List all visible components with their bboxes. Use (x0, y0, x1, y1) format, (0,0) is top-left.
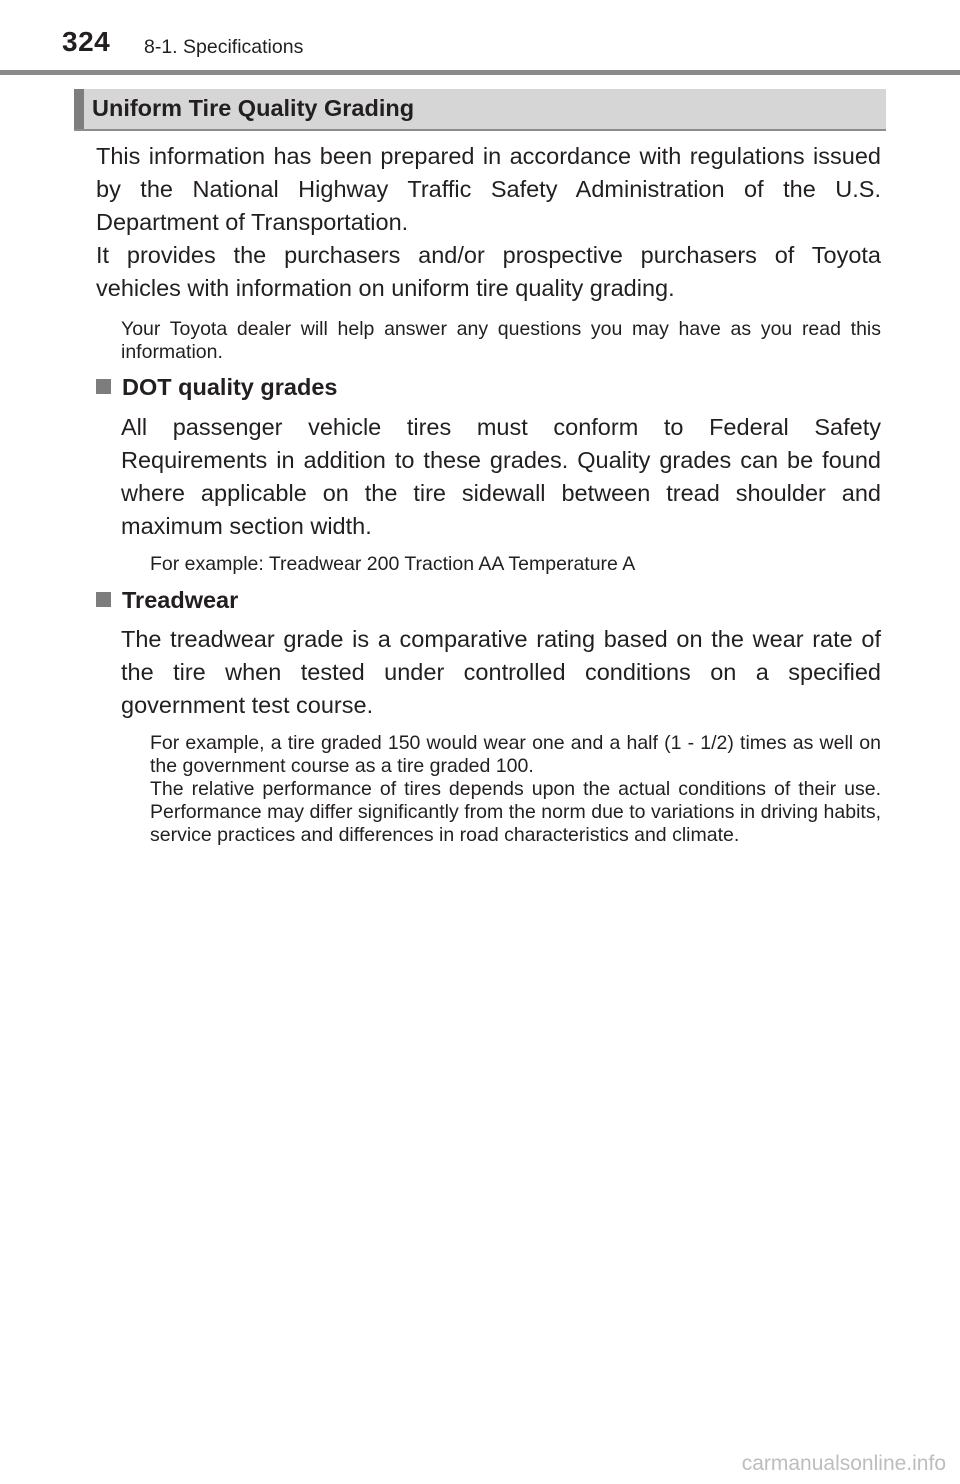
dot-quality-grades-note: For example: Treadwear 200 Traction AA Temperature A (150, 553, 636, 575)
heading-accent-bar (74, 89, 84, 129)
intro-paragraph-2: It provides the purchasers and/or prospective purchasers of Toyota vehicles with information on uniform tire quality grading. (96, 242, 881, 301)
header-rule (0, 70, 960, 75)
watermark: carmanualsonline.info (741, 1452, 946, 1475)
subsection-title: Treadwear (122, 587, 239, 613)
section-title: Uniform Tire Quality Grading (92, 95, 415, 121)
section-reference: 8-1. Specifications (144, 36, 304, 58)
page-number: 324 (62, 26, 111, 57)
square-bullet-icon (96, 379, 111, 394)
treadwear-note-2: The relative performance of tires depends upon the actual conditions of their use. Performance may differ significantly from the norm due to variations in driving habits, service practices and differences in road characteristics and climate. (150, 778, 881, 846)
treadwear-body: The treadwear grade is a comparative rating based on the wear rate of the tire when tested under controlled conditions on a specified government test course. (121, 626, 881, 718)
square-bullet-icon (96, 592, 111, 607)
section-heading-box (74, 89, 886, 131)
subsection-heading-treadwear (96, 587, 238, 614)
intro-paragraph-1: This information has been prepared in accordance with regulations issued by the National Highway Traffic Safety Administration of the U.S. Department of Transportation. (96, 143, 881, 235)
treadwear-note-1: For example, a tire graded 150 would wear one and a half (1 - 1/2) times as well on the government course as a tire graded 100. (150, 732, 881, 777)
subsection-heading-dot-quality-grades (96, 374, 337, 401)
dot-quality-grades-body: All passenger vehicle tires must conform to Federal Safety Requirements in addition to these grades. Quality grades can be found where applicable on the tire sidewall between tread shoulder and maximum section width. (121, 414, 881, 539)
subsection-title: DOT quality grades (122, 374, 338, 400)
intro-note: Your Toyota dealer will help answer any questions you may have as you read this information. (121, 318, 881, 363)
